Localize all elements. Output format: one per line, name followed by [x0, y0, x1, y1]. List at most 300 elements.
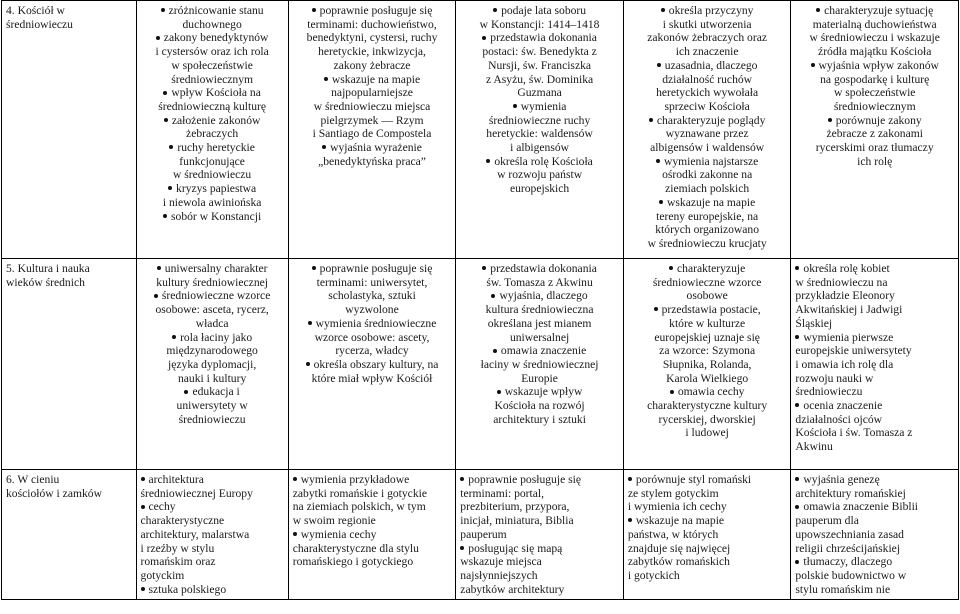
bullet-item [141, 331, 284, 345]
bullet-continuation [460, 114, 619, 128]
bullet-icon [670, 390, 674, 394]
bullet-item [141, 500, 284, 514]
bullet-continuation [293, 100, 452, 114]
bullet-text: omawia znaczenie Biblii [803, 500, 919, 514]
bullet-text: postaci: św. Benedykta z [482, 45, 597, 59]
bullet-continuation [628, 223, 787, 237]
bullet-continuation [628, 86, 787, 100]
bullet-text: sztuka polskiego [148, 582, 227, 596]
bullet-icon [324, 77, 328, 81]
bullet-text: polskie budownictwo w [795, 568, 907, 582]
bullet-continuation [293, 542, 452, 556]
bullet-text: ich rolę [857, 154, 893, 168]
bullet-continuation [628, 73, 787, 87]
bullet-item [628, 155, 787, 169]
bullet-text: nauki i kultury [177, 371, 247, 385]
bullet-continuation [628, 487, 787, 501]
bullet-item [141, 210, 284, 224]
bullet-continuation [141, 542, 284, 556]
bullet-text: Guzmana [517, 86, 562, 100]
bullet-continuation [460, 317, 619, 331]
bullet-text: wyjaśnia wyrażenie [330, 141, 422, 155]
bullet-text: najsłynniejszych [460, 568, 538, 582]
bullet-text: sprzeciw Kościoła [664, 99, 750, 113]
bullet-continuation [141, 155, 284, 169]
bullet-text: gotyckim [140, 568, 185, 582]
bullet-continuation [460, 45, 619, 59]
bullet-text: wymienia średniowieczne [315, 316, 437, 330]
bullet-item [795, 399, 954, 413]
bullet-text: określa obszary kultury, na [313, 357, 439, 371]
bullet-text: i Santiago de Compostela [312, 127, 432, 141]
bullet-text: za wzorce: Szymona [659, 344, 756, 358]
bullet-text: średniowiecznym [171, 72, 254, 86]
bullet-item [293, 262, 452, 276]
bullet-continuation [795, 358, 954, 372]
bullet-item [795, 555, 954, 569]
bullet-continuation [141, 528, 284, 542]
bullet-continuation [141, 196, 284, 210]
bullet-icon [482, 36, 486, 40]
bullet-icon [628, 518, 632, 522]
bullet-item [795, 473, 954, 487]
bullet-icon [669, 266, 673, 270]
bullet-item [628, 196, 787, 210]
bullet-continuation [141, 569, 284, 583]
table-row [2, 1, 959, 259]
bullet-icon [141, 477, 145, 481]
bullet-item [460, 289, 619, 303]
bullet-text: i wymienia ich cechy [627, 500, 727, 514]
bullet-continuation [141, 358, 284, 372]
bullet-text: kultura średniowieczna [485, 303, 594, 317]
bullet-text: rycerskimi oraz tłumaczy [815, 141, 934, 155]
bullet-icon [656, 159, 660, 163]
bullet-icon [460, 546, 464, 550]
bullet-continuation [293, 555, 452, 569]
bullet-text: edukacja i [192, 385, 240, 399]
bullet-continuation [795, 514, 954, 528]
bullet-text: heretyckich wywołała [656, 86, 759, 100]
bullet-item [293, 528, 452, 542]
bullet-item [141, 182, 284, 196]
bullet-icon [482, 266, 486, 270]
bullet-continuation [460, 583, 619, 597]
bullet-continuation [460, 59, 619, 73]
bullet-text: wymienia przykładowe [300, 473, 410, 486]
bullet-icon [661, 8, 665, 12]
bullet-text: w społeczeństwie [833, 86, 916, 100]
bullet-item [293, 358, 452, 372]
bullet-text: architektura [148, 473, 204, 486]
bullet-list [460, 4, 619, 196]
bullet-continuation [795, 31, 954, 45]
bullet-icon [513, 104, 517, 108]
bullet-text: w średniowieczu [173, 168, 252, 182]
bullet-icon [486, 159, 490, 163]
bullet-icon [184, 390, 188, 394]
bullet-continuation [795, 385, 954, 399]
bullet-continuation [460, 168, 619, 182]
bullet-continuation [293, 31, 452, 45]
curriculum-table [1, 0, 959, 600]
bullet-text: przedstawia postacie, [661, 303, 761, 317]
bullet-continuation [141, 317, 284, 331]
bullet-text: działalności ojców [795, 412, 883, 426]
bullet-text: władca [195, 316, 229, 330]
bullet-continuation [141, 18, 284, 32]
bullet-text: Europie [521, 371, 558, 385]
bullet-text: wskazuje na mapie [331, 72, 421, 86]
bullet-text: św. Tomasza z Akwinu [486, 275, 593, 289]
bullet-item [628, 514, 787, 528]
bullet-text: ośrodki zakonne na [662, 168, 753, 182]
topic-title-line: 5. Kultura i nauka [6, 262, 90, 275]
requirement-cell [623, 1, 791, 259]
bullet-icon [322, 145, 326, 149]
bullet-text: i albigensów [510, 141, 570, 155]
bullet-continuation [460, 276, 619, 290]
bullet-text: terminami: duchowieństwo, [307, 17, 437, 31]
bullet-text: benedyktyni, cystersi, ruchy [306, 31, 438, 45]
bullet-text: średniowiecznym [833, 99, 916, 113]
bullet-continuation [460, 528, 619, 542]
bullet-item [141, 289, 284, 303]
bullet-text: romańskim oraz [140, 555, 216, 569]
bullet-text: osobowe [686, 289, 728, 303]
bullet-text: materialną duchowieństwa [812, 17, 937, 31]
bullet-continuation [795, 528, 954, 542]
bullet-continuation [795, 317, 954, 331]
bullet-continuation [460, 86, 619, 100]
bullet-continuation [795, 18, 954, 32]
bullet-text: na ziemiach polskich, w tym [292, 500, 426, 514]
bullet-text: języka dyplomacji, [168, 357, 257, 371]
bullet-continuation [460, 358, 619, 372]
bullet-item [460, 473, 619, 487]
bullet-continuation [795, 100, 954, 114]
bullet-icon [141, 505, 145, 509]
bullet-list [293, 4, 452, 168]
bullet-continuation [460, 500, 619, 514]
bullet-item [141, 141, 284, 155]
topic-title-line: 4. Kościół w [6, 4, 65, 17]
bullet-text: wymienia najstarsze [663, 154, 759, 168]
bullet-text: charakterystyczne kultury [647, 399, 768, 413]
bullet-item [141, 86, 284, 100]
bullet-continuation [628, 18, 787, 32]
bullet-text: średniowieczu [795, 385, 863, 399]
bullet-icon [795, 266, 799, 270]
bullet-icon [828, 118, 832, 122]
bullet-text: przedstawia dokonania [490, 31, 597, 45]
bullet-text: i gotyckich [627, 568, 680, 582]
bullet-text: średniowiecznej Europy [140, 486, 253, 500]
bullet-icon [795, 477, 799, 481]
bullet-text: wskazuje miejsca [460, 555, 542, 569]
bullet-icon [795, 560, 799, 564]
bullet-continuation [293, 18, 452, 32]
bullet-icon [657, 63, 661, 67]
bullet-text: porównuje styl romański [635, 473, 752, 486]
bullet-continuation [460, 399, 619, 413]
bullet-continuation [628, 289, 787, 303]
bullet-continuation [628, 569, 787, 583]
bullet-item [141, 385, 284, 399]
bullet-icon [811, 63, 815, 67]
bullet-text: w średniowieczu miejsca [313, 99, 431, 113]
bullet-continuation [293, 155, 452, 169]
bullet-continuation [460, 303, 619, 317]
bullet-icon [795, 505, 799, 509]
bullet-continuation [141, 276, 284, 290]
bullet-continuation [293, 289, 452, 303]
bullet-continuation [795, 86, 954, 100]
bullet-text: przedstawia dokonania [490, 262, 597, 275]
bullet-continuation [293, 86, 452, 100]
bullet-text: stylu romańskim nie [795, 582, 891, 596]
bullet-text: wyjaśnia genezę [803, 473, 880, 486]
bullet-continuation [795, 141, 954, 155]
bullet-item [795, 262, 954, 276]
bullet-item [293, 317, 452, 331]
bullet-icon [157, 266, 161, 270]
bullet-continuation [293, 514, 452, 528]
requirement-cell [456, 470, 624, 600]
bullet-text: podaje lata soboru [501, 4, 587, 17]
bullet-continuation [795, 426, 954, 440]
bullet-continuation [628, 182, 787, 196]
bullet-continuation [628, 127, 787, 141]
topic-title-line: kościołów i zamków [6, 486, 102, 500]
bullet-text: wymienia [520, 99, 567, 113]
bullet-item [460, 344, 619, 358]
bullet-continuation [795, 276, 954, 290]
bullet-text: upowszechniania zasad [795, 527, 904, 541]
bullet-text: których organizowano [655, 223, 760, 237]
bullet-text: wymienia cechy [300, 527, 377, 541]
bullet-continuation [795, 303, 954, 317]
bullet-text: w swoim regionie [292, 514, 376, 528]
bullet-text: heretyckie, inkwizycja, [318, 45, 426, 59]
bullet-text: terminami: portal, [460, 486, 545, 500]
bullet-text: Nursji, św. Franciszka [488, 58, 592, 72]
bullet-continuation [628, 276, 787, 290]
bullet-text: ich znaczenie [675, 45, 739, 59]
bullet-item [141, 31, 284, 45]
bullet-text: Karola Wielkiego [666, 371, 749, 385]
bullet-text: europejskie uniwersytety [795, 344, 912, 358]
bullet-icon [649, 118, 653, 122]
bullet-text: poprawnie posługuje się [319, 4, 433, 17]
bullet-icon [659, 200, 663, 204]
bullet-text: w społeczeństwie [171, 58, 253, 72]
bullet-text: które miał wpływ Kościół [311, 371, 433, 385]
bullet-text: żebraczych [186, 127, 239, 141]
bullet-text: charakterystyczne [140, 514, 225, 528]
bullet-text: określana jest mianem [487, 316, 592, 330]
bullet-text: kryzys papiestwa [176, 182, 257, 196]
bullet-continuation [628, 331, 787, 345]
bullet-text: charakteryzuje sytuację [824, 4, 934, 17]
bullet-text: ocenia znaczenie [803, 399, 883, 413]
bullet-icon [168, 186, 172, 190]
bullet-text: uniwersytety w [176, 399, 248, 413]
bullet-continuation [293, 303, 452, 317]
bullet-continuation [628, 210, 787, 224]
bullet-continuation [460, 487, 619, 501]
topic-cell [2, 470, 137, 600]
bullet-continuation [628, 100, 787, 114]
bullet-continuation [141, 555, 284, 569]
bullet-icon [795, 403, 799, 407]
bullet-list [628, 473, 787, 583]
bullet-continuation [141, 73, 284, 87]
table-row [2, 259, 959, 470]
bullet-item [460, 31, 619, 45]
bullet-text: tłumaczy, dlaczego [803, 555, 893, 569]
bullet-item [628, 473, 787, 487]
bullet-item [628, 262, 787, 276]
requirement-cell [288, 1, 456, 259]
bullet-continuation [460, 18, 619, 32]
bullet-continuation [141, 514, 284, 528]
bullet-icon [306, 362, 310, 366]
bullet-continuation [293, 487, 452, 501]
topic-cell [2, 259, 137, 470]
bullet-item [141, 583, 284, 597]
bullet-text: rola łaciny jako [180, 330, 253, 344]
bullet-continuation [795, 155, 954, 169]
bullet-continuation [795, 440, 954, 454]
bullet-text: Akwinu [795, 440, 833, 454]
bullet-text: rycerza, władcy [335, 344, 409, 358]
bullet-text: wskazuje wpływ [504, 385, 583, 399]
bullet-text: omawia znaczenie [500, 344, 587, 358]
bullet-icon [816, 8, 820, 12]
bullet-continuation [628, 31, 787, 45]
bullet-continuation [141, 59, 284, 73]
bullet-text: religii chrześcijańskiej [795, 541, 901, 555]
bullet-text: romańskiego i gotyckiego [292, 555, 414, 569]
bullet-text: osobowe: asceta, rycerz, [155, 303, 269, 317]
bullet-text: zakony benedyktynów [163, 31, 269, 45]
bullet-item [795, 59, 954, 73]
topic-title-line: średniowieczu [6, 17, 73, 31]
bullet-continuation [795, 487, 954, 501]
bullet-text: zabytków architektury [460, 582, 565, 596]
bullet-text: pauperum [460, 527, 507, 541]
bullet-continuation [293, 500, 452, 514]
bullet-item [795, 500, 954, 514]
bullet-text: i rzeźby w stylu [140, 541, 215, 555]
bullet-text: średniowieczne wzorce [161, 289, 271, 303]
bullet-text: działalność ruchów [662, 72, 753, 86]
bullet-continuation [293, 372, 452, 386]
bullet-text: sobór w Konstancji [171, 209, 262, 223]
requirement-cell [288, 470, 456, 600]
bullet-text: zabytków romańskich [627, 555, 730, 569]
bullet-continuation [141, 127, 284, 141]
bullet-text: charakteryzuje [677, 262, 746, 275]
bullet-text: pielgrzymek — Rzym [320, 113, 424, 127]
bullet-text: rozwoju nauki w [795, 371, 874, 385]
bullet-text: średniowieczne wzorce [652, 275, 762, 289]
bullet-continuation [293, 276, 452, 290]
bullet-icon [460, 477, 464, 481]
bullet-icon [169, 145, 173, 149]
bullet-continuation [628, 344, 787, 358]
bullet-text: wyjaśnia, dlaczego [499, 289, 588, 303]
bullet-text: uzasadnia, dlaczego [664, 58, 758, 72]
bullet-continuation [795, 372, 954, 386]
bullet-text: funkcjonujące [179, 154, 245, 168]
bullet-list [141, 262, 284, 426]
bullet-text: wyznawane przez [665, 127, 749, 141]
bullet-list [795, 262, 954, 454]
bullet-text: średniowieczne ruchy [488, 113, 591, 127]
bullet-continuation [628, 542, 787, 556]
bullet-text: omawia cechy [677, 385, 745, 399]
bullet-icon [163, 214, 167, 218]
bullet-text: na gospodarkę i kulturę [820, 72, 930, 86]
bullet-item [460, 4, 619, 18]
bullet-continuation [628, 168, 787, 182]
bullet-continuation [141, 372, 284, 386]
requirement-cell [791, 259, 959, 470]
bullet-continuation [293, 344, 452, 358]
bullet-text: średniowieczu [178, 412, 246, 426]
bullet-text: zakony żebracze [333, 58, 411, 72]
bullet-text: najpopularniejsze [331, 86, 413, 100]
bullet-continuation [628, 141, 787, 155]
bullet-continuation [293, 127, 452, 141]
bullet-text: uniwersalny charakter [164, 262, 268, 275]
bullet-continuation [628, 500, 787, 514]
bullet-text: charakterystyczne dla stylu [292, 541, 419, 555]
bullet-text: architektury, malarstwa [140, 527, 250, 541]
bullet-item [460, 155, 619, 169]
bullet-list [293, 262, 452, 385]
bullet-text: w rozwoju państw [497, 168, 583, 182]
bullet-icon [154, 294, 158, 298]
bullet-continuation [795, 289, 954, 303]
bullet-text: uniwersalnej [509, 330, 570, 344]
bullet-text: porównuje zakony [835, 113, 922, 127]
bullet-icon [493, 349, 497, 353]
bullet-continuation [460, 555, 619, 569]
bullet-text: tereny europejskie, na [656, 209, 759, 223]
bullet-icon [163, 91, 167, 95]
content-cell [136, 470, 288, 600]
bullet-continuation [628, 399, 787, 413]
bullet-text: prezbiterium, przypora, [460, 500, 570, 514]
bullet-text: międzynarodowego [166, 344, 258, 358]
bullet-item [141, 473, 284, 487]
bullet-text: które w kulturze [669, 316, 746, 330]
requirement-cell [623, 259, 791, 470]
bullet-list [628, 4, 787, 251]
bullet-continuation [293, 331, 452, 345]
bullet-continuation [141, 344, 284, 358]
bullet-continuation [460, 569, 619, 583]
bullet-continuation [628, 426, 787, 440]
bullet-continuation [293, 59, 452, 73]
bullet-text: średniowieczną kulturę [158, 99, 267, 113]
bullet-item [628, 303, 787, 317]
bullet-text: określa przyczyny [668, 4, 754, 17]
bullet-item [460, 542, 619, 556]
